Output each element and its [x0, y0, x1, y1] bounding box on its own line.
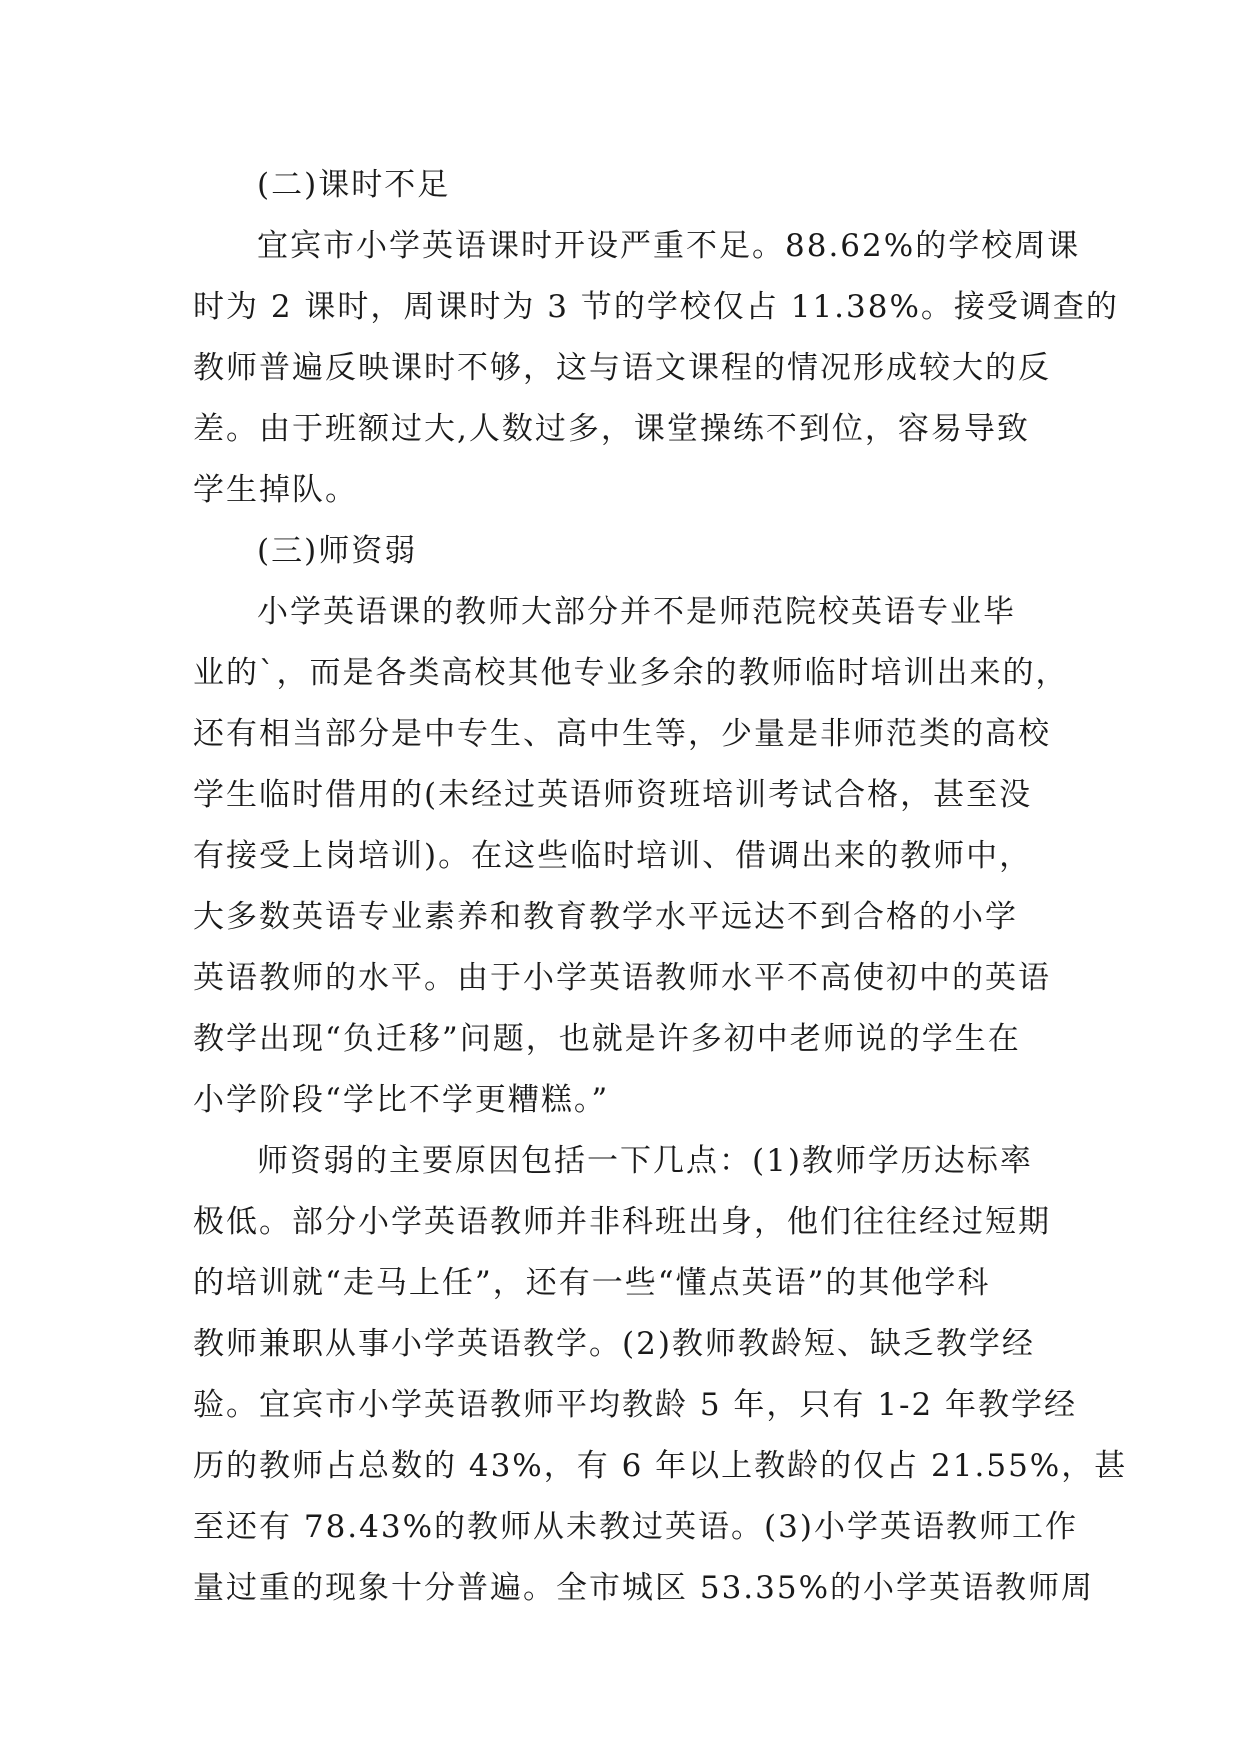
paragraph-line: 英语教师的水平。由于小学英语教师水平不高使初中的英语: [193, 960, 1051, 996]
section-heading-insufficient-hours: (二)课时不足: [257, 167, 451, 203]
paragraph-line: 量过重的现象十分普遍。全市城区 53.35%的小学英语教师周: [193, 1570, 1095, 1606]
paragraph-line: 时为 2 课时，周课时为 3 节的学校仅占 11.38%。接受调查的: [193, 289, 1119, 325]
paragraph-line: 学生临时借用的(未经过英语师资班培训考试合格，甚至没: [193, 777, 1033, 813]
paragraph-line: 业的`，而是各类高校其他专业多余的教师临时培训出来的，: [193, 655, 1069, 691]
paragraph-line: 小学英语课的教师大部分并不是师范院校英语专业毕: [257, 594, 1016, 630]
paragraph-line: 大多数英语专业素养和教育教学水平远达不到合格的小学: [193, 899, 1018, 935]
paragraph-line: 差。由于班额过大,人数过多，课堂操练不到位，容易导致: [193, 411, 1030, 447]
paragraph-line: 验。宜宾市小学英语教师平均教龄 5 年，只有 1-2 年教学经: [193, 1387, 1078, 1423]
paragraph-line: 宜宾市小学英语课时开设严重不足。88.62%的学校周课: [257, 228, 1081, 264]
section-heading-weak-teachers: (三)师资弱: [257, 533, 418, 569]
paragraph-line: 历的教师占总数的 43%，有 6 年以上教龄的仅占 21.55%，甚: [193, 1448, 1128, 1484]
paragraph-line: 小学阶段“学比不学更糟糕。”: [193, 1082, 610, 1118]
paragraph-line: 教师兼职从事小学英语教学。(2)教师教龄短、缺乏教学经: [193, 1326, 1035, 1362]
paragraph-line: 有接受上岗培训)。在这些临时培训、借调出来的教师中，: [193, 838, 1033, 874]
paragraph-line: 师资弱的主要原因包括一下几点：(1)教师学历达标率: [257, 1143, 1033, 1179]
paragraph-line: 极低。部分小学英语教师并非科班出身，他们往往经过短期: [193, 1204, 1051, 1240]
paragraph-line: 的培训就“走马上任”，还有一些“懂点英语”的其他学科: [193, 1265, 991, 1301]
paragraph-line: 还有相当部分是中专生、高中生等，少量是非师范类的高校: [193, 716, 1051, 752]
paragraph-line: 学生掉队。: [193, 472, 358, 508]
paragraph-line: 教学出现“负迁移”问题，也就是许多初中老师说的学生在: [193, 1021, 1021, 1057]
paragraph-line: 至还有 78.43%的教师从未教过英语。(3)小学英语教师工作: [193, 1509, 1078, 1545]
paragraph-line: 教师普遍反映课时不够，这与语文课程的情况形成较大的反: [193, 350, 1051, 386]
